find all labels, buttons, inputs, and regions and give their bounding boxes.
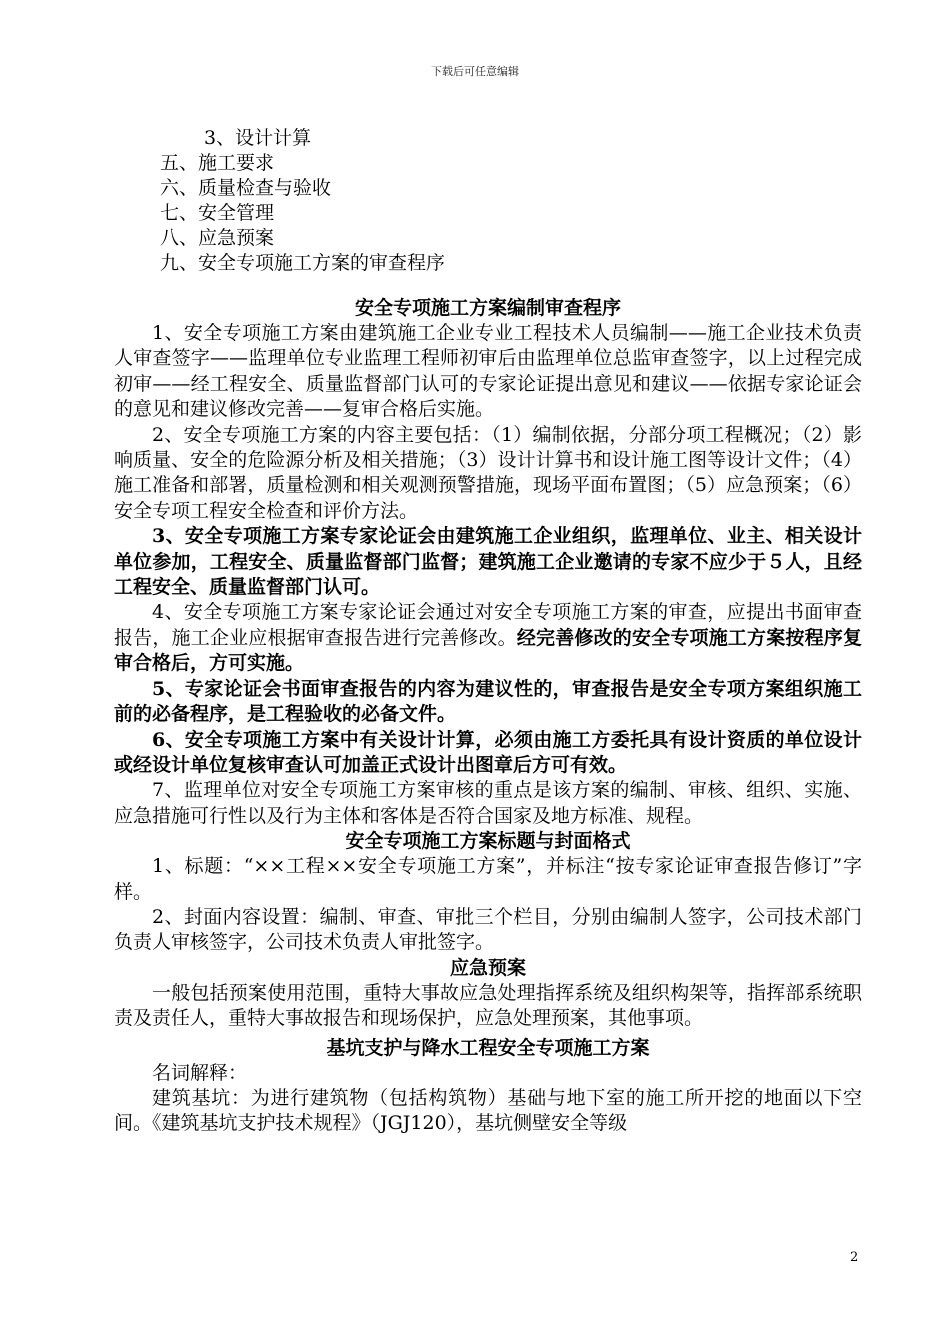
paragraph: 建筑基坑：为进行建筑物（包括构筑物）基础与地下室的施工所开挖的地面以下空间。《建筑基坑支护技术规程》（JGJ120），基坑侧壁安全等级 xyxy=(114,1086,862,1135)
toc-item: 八、应急预案 xyxy=(160,227,275,249)
paragraph-text: 4、安全专项施工方案专家论证会通过对安全专项施工方案的审查，应提出书面审查报告，施工企业应根据审查报告进行完善修改。 xyxy=(114,601,862,649)
toc-item: 3、设计计算 xyxy=(204,127,312,149)
section-title: 基坑支护与降水工程安全专项施工方案 xyxy=(326,1036,650,1059)
toc-item: 五、施工要求 xyxy=(160,152,275,174)
page-header: 下载后可任意编辑 xyxy=(431,65,519,78)
paragraph-bold: 6、安全专项施工方案中有关设计计算，必须由施工方委托具有设计资质的单位设计或经设计单位复核审查认可加盖正式设计出图章后方可有效。 xyxy=(114,728,862,776)
toc-item: 七、安全管理 xyxy=(160,202,275,224)
paragraph xyxy=(114,600,862,676)
paragraph: 一般包括预案使用范围，重特大事故应急处理指挥系统及组织构架等，指挥部系统职责及责任人，重特大事故报告和现场保护，应急处理预案，其他事项。 xyxy=(114,981,862,1030)
toc-item: 九、安全专项施工方案的审查程序 xyxy=(160,252,446,274)
paragraph: 2、封面内容设置：编制、审查、审批三个栏目，分别由编制人签字，公司技术部门负责人审核签字，公司技术负责人审批签字。 xyxy=(114,905,862,954)
section-title: 安全专项施工方案编制审查程序 xyxy=(354,297,621,319)
paragraph: 7、监理单位对安全专项施工方案审核的重点是该方案的编制、审核、组织、实施、应急措施可行性以及行为主体和客体是否符合国家及地方标准、规程。 xyxy=(114,779,862,827)
paragraph: 2、安全专项施工方案的内容主要包括：（1）编制依据，分部分项工程概况；（2）影响质量、安全的危险源分析及相关措施；（3）设计计算书和设计施工图等设计文件；（4）施工准备和部署，质量检测和相关观测预警措施，现场平面布置图；（5）应急预案；（6）安全专项工程安全检查和评价方法。 xyxy=(114,423,862,522)
paragraph-bold-text: 经完善修改的安全专项施工方案按程序复审合格后，方可实施。 xyxy=(114,626,862,675)
section-title: 应急预案 xyxy=(449,956,526,979)
paragraph: 名词解释： xyxy=(152,1061,248,1084)
paragraph-bold: 3、安全专项施工方案专家论证会由建筑施工企业组织，监理单位、业主、相关设计单位参加，工程安全、质量监督部门监督；建筑施工企业邀请的专家不应少于５人，且经工程安全、质量监督部门认可。 xyxy=(114,525,862,599)
section-title: 安全专项施工方案标题与封面格式 xyxy=(345,830,631,853)
paragraph: 1、安全专项施工方案由建筑施工企业专业工程技术人员编制——施工企业技术负责人审查签字——监理单位专业监理工程师初审后由监理单位总监审查签字，以上过程完成初审——经工程安全、质量监督部门认可的专家论证提出意见和建议——依据专家论证会的意见和建议修改完善——复审合格后实施。 xyxy=(114,322,862,421)
toc-item: 六、质量检查与验收 xyxy=(160,177,332,199)
document-body xyxy=(114,296,862,1137)
page-number: 2 xyxy=(850,1250,859,1265)
paragraph-bold: 5、专家论证会书面审查报告的内容为建议性的，审查报告是安全专项方案组织施工前的必备程序，是工程验收的必备文件。 xyxy=(114,677,862,726)
paragraph: 1、标题：“××工程××安全专项施工方案”，并标注“按专家论证审查报告修订”字样。 xyxy=(114,855,862,903)
